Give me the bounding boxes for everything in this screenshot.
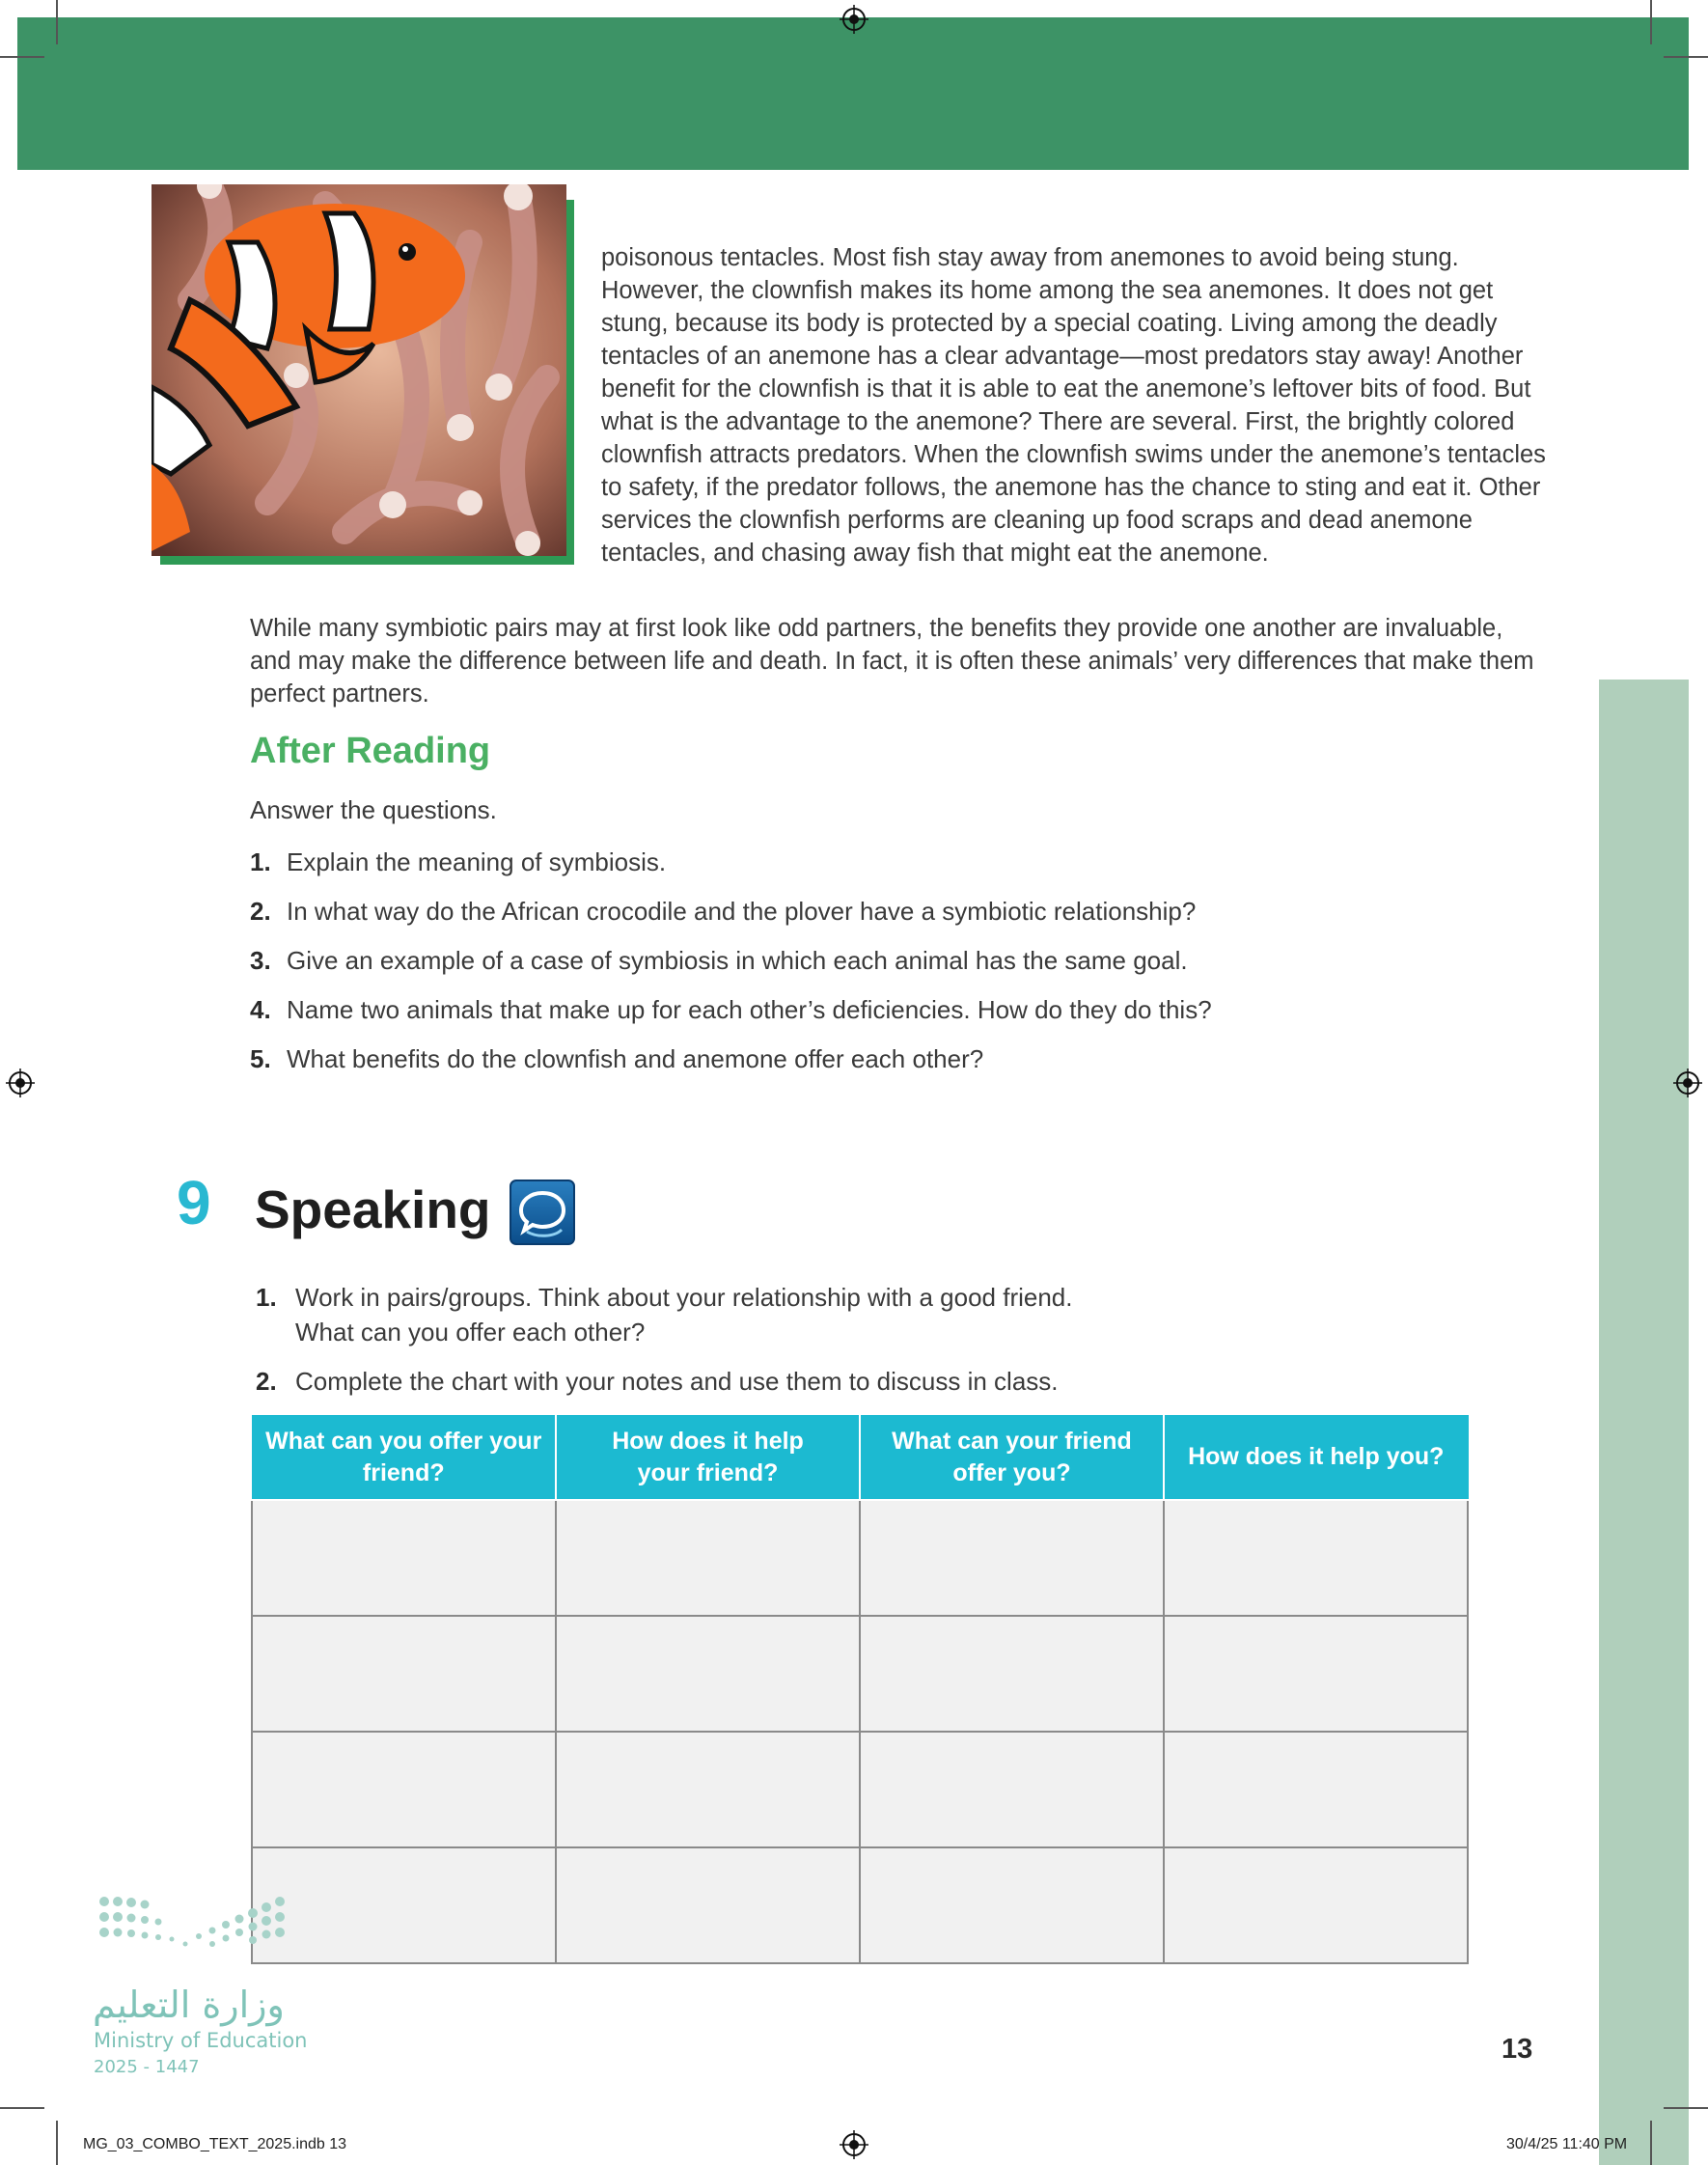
- question-item: [250, 895, 1562, 944]
- question-number: 5.: [250, 1044, 271, 1073]
- crop-mark: [56, 0, 58, 44]
- crop-mark: [56, 2121, 58, 2165]
- task-number: 1.: [256, 1283, 277, 1312]
- task-text-line: Work in pairs/groups. Think about your relationship with a good friend.: [295, 1283, 1073, 1312]
- table-row: [252, 1616, 1468, 1732]
- task-text: Complete the chart with your notes and use them to discuss in class.: [295, 1367, 1059, 1396]
- speaking-task-item: [256, 1280, 1510, 1349]
- print-slug-file: MG_03_COMBO_TEXT_2025.indb 13: [83, 2136, 347, 2152]
- question-text: What benefits do the clownfish and anemone offer each other?: [287, 1044, 984, 1073]
- reading-paragraph-conclusion: While many symbiotic pairs may at first look like odd partners, the benefits they provide one another are invaluable, and may make the difference between life and death. In fact, it is often these animals’ very differences that make them perfect partners.: [250, 615, 1534, 708]
- registration-mark-icon: [6, 1069, 35, 1097]
- ministry-year: 2025 - 1447: [94, 2057, 200, 2077]
- header-line: your friend?: [637, 1458, 779, 1486]
- table-cell[interactable]: [1164, 1500, 1468, 1616]
- table-cell[interactable]: [860, 1500, 1164, 1616]
- after-reading-heading: After Reading: [250, 731, 491, 771]
- header-line: friend?: [362, 1458, 445, 1486]
- speaking-task-list: [256, 1280, 1510, 1413]
- reading-paragraph-clownfish: poisonous tentacles. Most fish stay away from anemones to avoid being stung. However, the clownfish makes its home among the sea anemones. It does not get stung, because its body is protected by a special coating. Living among the deadly tentacles of an anemone has a clear advantage—most predators stay away! Another benefit for the clownfish is that it is able to eat the anemone’s leftover bits of food. But what is the advantage to the anemone? There are several. First, the brightly colored clownfish attracts predators. When the clownfish swims under the anemone’s tentacles to safety, if the predator follows, the anemone has the chance to sting and eat it. Other services the clownfish performs are cleaning up food scraps and dead anemone tentacles, and chasing away fish that might eat the anemone.: [601, 244, 1546, 567]
- question-number: 4.: [250, 995, 271, 1024]
- table-row: [252, 1500, 1468, 1616]
- table-cell[interactable]: [556, 1616, 860, 1732]
- task-number: 2.: [256, 1367, 277, 1396]
- crop-mark: [1650, 2121, 1652, 2165]
- crop-mark: [0, 2107, 44, 2109]
- table-header-row: [252, 1415, 1468, 1500]
- table-cell[interactable]: [860, 1847, 1164, 1963]
- question-text: Give an example of a case of symbiosis in which each animal has the same goal.: [287, 946, 1188, 975]
- section-number: 9: [177, 1168, 211, 1237]
- question-item: [250, 846, 1562, 895]
- table-row: [252, 1847, 1468, 1963]
- table-header-help-friend: [556, 1415, 860, 1500]
- header-line: How does it help you?: [1188, 1443, 1445, 1470]
- question-item: [250, 1042, 1562, 1092]
- question-item: [250, 944, 1562, 993]
- table-cell[interactable]: [252, 1500, 556, 1616]
- registration-mark-icon: [840, 2130, 868, 2159]
- registration-mark-icon: [840, 5, 868, 34]
- table-cell[interactable]: [1164, 1732, 1468, 1847]
- table-cell[interactable]: [556, 1732, 860, 1847]
- table-cell[interactable]: [1164, 1616, 1468, 1732]
- speech-bubble-icon: [510, 1180, 575, 1245]
- table-cell[interactable]: [1164, 1847, 1468, 1963]
- side-color-strip: [1599, 680, 1689, 2165]
- speaking-task-item: [256, 1364, 1510, 1399]
- notes-chart-table: [251, 1415, 1469, 1964]
- ministry-name-english: Ministry of Education: [94, 2029, 308, 2052]
- registration-mark-icon: [1673, 1069, 1702, 1097]
- task-text: [295, 1280, 1072, 1349]
- table-header-offer-friend: [252, 1415, 556, 1500]
- question-number: 1.: [250, 847, 271, 876]
- table-cell[interactable]: [556, 1500, 860, 1616]
- print-slug-date: 30/4/25 11:40 PM: [1506, 2136, 1628, 2152]
- ministry-logo-dots-icon: [93, 1894, 315, 1981]
- crop-mark: [1664, 2107, 1708, 2109]
- header-line: offer you?: [952, 1458, 1071, 1486]
- question-number: 3.: [250, 946, 271, 975]
- table-cell[interactable]: [252, 1732, 556, 1847]
- table-row: [252, 1732, 1468, 1847]
- page-number: 13: [1501, 2034, 1533, 2065]
- crop-mark: [1664, 56, 1708, 58]
- question-item: [250, 993, 1562, 1042]
- header-line: How does it help: [612, 1427, 804, 1455]
- crop-mark: [0, 56, 44, 58]
- question-number: 2.: [250, 897, 271, 926]
- question-text: Explain the meaning of symbiosis.: [287, 847, 667, 876]
- section-title: Speaking: [255, 1180, 491, 1239]
- table-header-help-you: [1164, 1415, 1468, 1500]
- header-band: [17, 17, 1689, 170]
- table-header-friend-offer: [860, 1415, 1164, 1500]
- ministry-name-arabic: وزارة التعليم: [93, 1984, 285, 2026]
- clownfish-photo: [152, 184, 566, 556]
- question-text: In what way do the African crocodile and the plover have a symbiotic relationship?: [287, 897, 1197, 926]
- crop-mark: [1650, 0, 1652, 44]
- task-text-line: What can you offer each other?: [295, 1318, 646, 1346]
- table-cell[interactable]: [860, 1616, 1164, 1732]
- table-cell[interactable]: [556, 1847, 860, 1963]
- question-text: Name two animals that make up for each other’s deficiencies. How do they do this?: [287, 995, 1212, 1024]
- header-line: What can you offer your: [265, 1427, 542, 1455]
- table-cell[interactable]: [252, 1616, 556, 1732]
- table-cell[interactable]: [860, 1732, 1164, 1847]
- question-list: [250, 846, 1562, 1092]
- header-line: What can your friend: [892, 1427, 1132, 1455]
- after-reading-instruction: Answer the questions.: [250, 795, 497, 824]
